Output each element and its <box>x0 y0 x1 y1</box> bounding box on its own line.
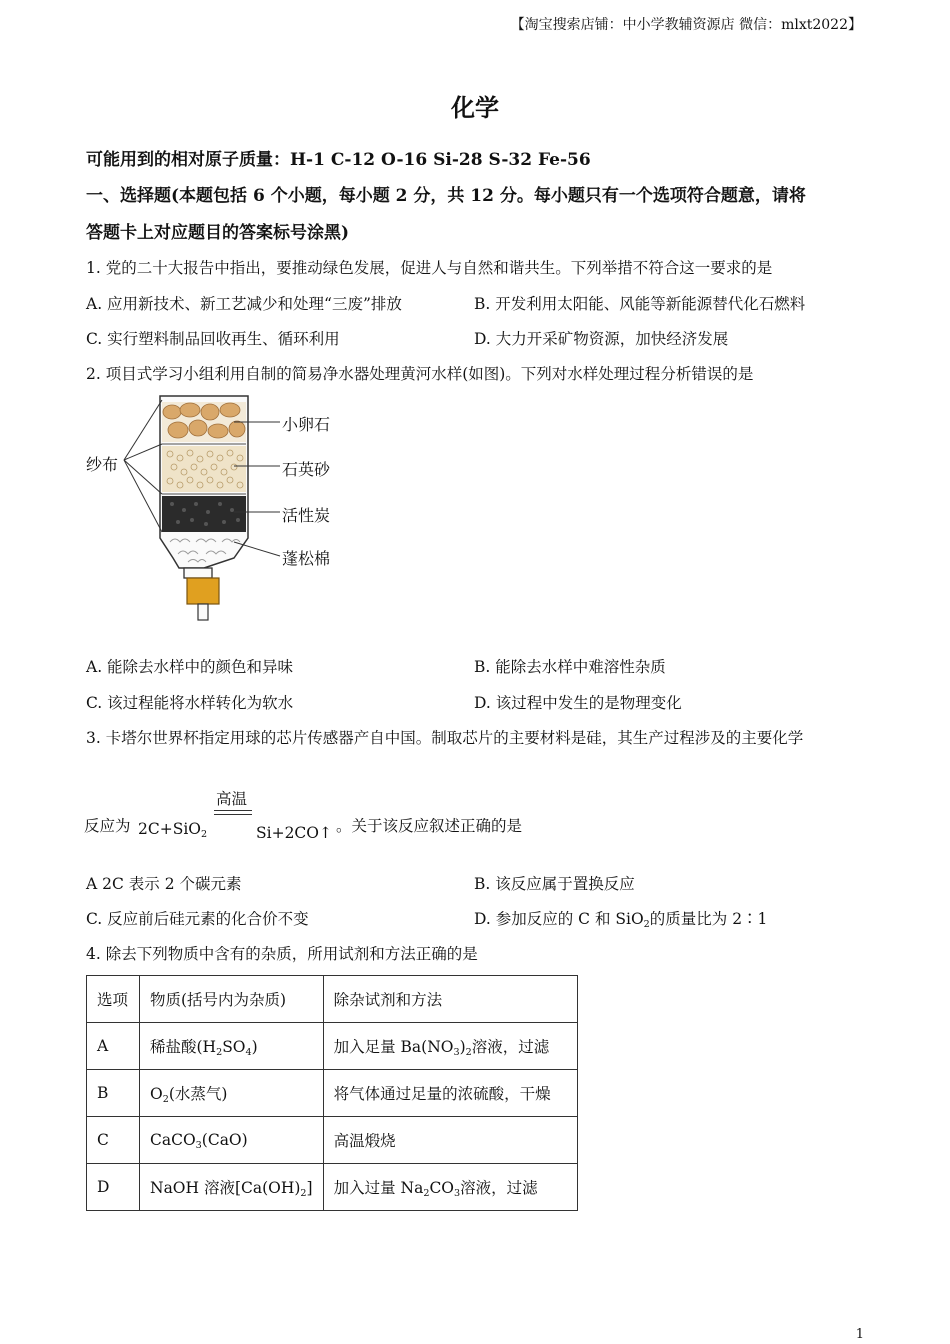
eq-left <box>138 820 207 838</box>
method-part: 溶液，过滤 <box>471 1038 550 1056</box>
table-row <box>87 1070 578 1117</box>
sub-subscript: 4 <box>245 1046 252 1058</box>
page-number: 1 <box>855 1327 864 1342</box>
row-substance <box>140 1164 324 1211</box>
q1-option-a: A. 应用新技术、新工艺减少和处理“三废”排放 <box>86 295 402 313</box>
method-part: CO <box>429 1179 455 1197</box>
row-method <box>323 1023 577 1070</box>
sub-part: O <box>150 1085 163 1103</box>
table-row <box>87 1023 578 1070</box>
section-heading-line1: 一、选择题(本题包括 6 个小题，每小题 2 分，共 12 分。每小题只有一个选项符合题意，请将 <box>86 186 806 206</box>
method-part: 加入过量 Na <box>333 1179 424 1197</box>
row-method: 将气体通过足量的浓硫酸，干燥 <box>323 1070 577 1117</box>
eq-arrow-line-top <box>214 810 252 811</box>
q2-option-a: A. 能除去水样中的颜色和异味 <box>86 658 294 676</box>
row-option: C <box>87 1117 140 1164</box>
sub-part: ] <box>306 1179 313 1197</box>
method-subscript: 2 <box>465 1046 472 1058</box>
carbon-layer <box>162 496 246 532</box>
row-method: 高温煅烧 <box>323 1117 577 1164</box>
q4-table <box>86 975 578 1211</box>
method-subscript: 2 <box>423 1187 430 1199</box>
water-filter-figure <box>84 392 354 628</box>
q1-stem: 1. 党的二十大报告中指出，要推动绿色发展，促进人与自然和谐共生。下列举措不符合这一要求的是 <box>86 259 773 277</box>
sub-part: NaOH 溶液[Ca(OH) <box>150 1179 301 1197</box>
header-note: 【淘宝搜索店铺：中小学教辅资源店 微信：mlxt2022】 <box>510 17 862 33</box>
q3-d-part2: 的质量比为 2∶1 <box>649 910 768 928</box>
q1-option-b: B. 开发利用太阳能、风能等新能源替代化石燃料 <box>474 295 806 313</box>
method-part: 溶液，过滤 <box>460 1179 538 1197</box>
sub-part: ) <box>251 1038 258 1056</box>
row-substance <box>140 1117 324 1164</box>
q2-option-c: C. 该过程能将水样转化为软水 <box>86 694 294 712</box>
q3-d-sub: 2 <box>643 918 650 930</box>
sub-subscript: 2 <box>162 1093 169 1105</box>
eq-right: Si+2CO↑ <box>256 824 332 842</box>
method-part: 加入足量 Ba(NO <box>333 1038 454 1056</box>
label-gauze: 纱布 <box>86 455 119 474</box>
q3-stem: 3. 卡塔尔世界杯指定用球的芯片传感器产自中国。制取芯片的主要材料是硅，其生产过程涉及的主要化学 <box>86 729 804 747</box>
sub-part: (CaO) <box>201 1131 248 1149</box>
q2-option-b: B. 能除去水样中难溶性杂质 <box>474 658 666 676</box>
sub-part: 稀盐酸(H <box>150 1038 217 1056</box>
table-header-row <box>87 976 578 1023</box>
eq-suffix: 。关于该反应叙述正确的是 <box>336 817 523 835</box>
page-title: 化学 <box>451 93 499 122</box>
label-carbon: 活性炭 <box>282 506 331 525</box>
sub-part: (水蒸气) <box>168 1085 228 1103</box>
label-cotton: 蓬松棉 <box>282 549 331 568</box>
eq-condition: 高温 <box>216 790 248 808</box>
method-subscript: 3 <box>454 1187 461 1199</box>
row-substance <box>140 1023 324 1070</box>
label-pebbles: 小卵石 <box>282 415 331 434</box>
reaction-equation <box>84 786 684 846</box>
q2-option-d: D. 该过程中发生的是物理变化 <box>474 694 682 712</box>
header-option: 选项 <box>87 976 140 1023</box>
eq-prefix: 反应为 <box>84 817 131 835</box>
outlet-tube <box>198 604 208 620</box>
section-heading-line2: 答题卡上对应题目的答案标号涂黑) <box>86 223 350 243</box>
q3-option-a: A 2C 表示 2 个碳元素 <box>86 875 242 893</box>
header-method: 除杂试剂和方法 <box>323 976 577 1023</box>
row-option: A <box>87 1023 140 1070</box>
table-row <box>87 1164 578 1211</box>
bottle-cap <box>187 578 219 604</box>
method-part: ) <box>459 1038 466 1056</box>
row-option: B <box>87 1070 140 1117</box>
gauze-leader-lines <box>124 400 162 532</box>
sub-part: SO <box>222 1038 246 1056</box>
row-option: D <box>87 1164 140 1211</box>
method-subscript: 3 <box>453 1046 460 1058</box>
table-row <box>87 1117 578 1164</box>
header-substance: 物质(括号内为杂质) <box>140 976 324 1023</box>
sub-part: CaCO <box>150 1131 196 1149</box>
q1-option-c: C. 实行塑料制品回收再生、循环利用 <box>86 330 340 348</box>
atomic-masses: 可能用到的相对原子质量：H-1 C-12 O-16 Si-28 S-32 Fe-56 <box>86 150 591 170</box>
q3-option-c: C. 反应前后硅元素的化合价不变 <box>86 910 309 928</box>
eq-left-formula: 2C+SiO <box>138 820 201 838</box>
sub-subscript: 2 <box>216 1046 223 1058</box>
row-method <box>323 1164 577 1211</box>
q2-stem: 2. 项目式学习小组利用自制的简易净水器处理黄河水样(如图)。下列对水样处理过程分析错误的是 <box>86 365 754 383</box>
eq-arrow-line-bottom <box>214 814 252 815</box>
sub-subscript: 2 <box>300 1187 307 1199</box>
sub-subscript: 3 <box>195 1139 202 1151</box>
label-quartz: 石英砂 <box>282 460 331 479</box>
eq-left-sub: 2 <box>201 828 208 840</box>
q3-d-part1: D. 参加反应的 C 和 SiO <box>474 910 644 928</box>
q4-stem: 4. 除去下列物质中含有的杂质，所用试剂和方法正确的是 <box>86 945 478 963</box>
q3-option-b: B. 该反应属于置换反应 <box>474 875 635 893</box>
q1-option-d: D. 大力开采矿物资源，加快经济发展 <box>474 330 729 348</box>
q3-option-d <box>474 907 767 929</box>
row-substance <box>140 1070 324 1117</box>
